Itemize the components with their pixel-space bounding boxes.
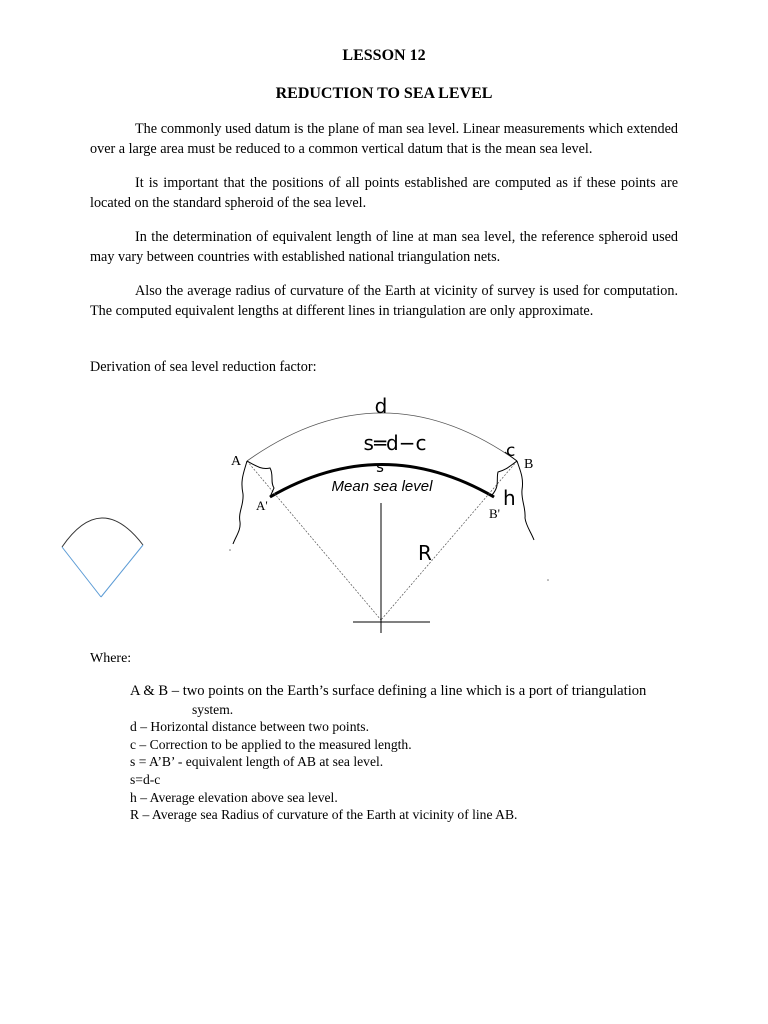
- label-mean-sea-level: Mean sea level: [331, 478, 433, 495]
- terrain-left: [233, 461, 274, 544]
- label-r: R: [418, 541, 432, 565]
- paragraph-3-text: In the determination of equivalent length of line at man sea level, the reference spheroid used may vary between countries with established national triangulation nets.: [90, 229, 678, 265]
- label-b-prime: B': [489, 506, 501, 521]
- label-c: c: [506, 441, 516, 461]
- definitions-list: [130, 683, 690, 824]
- paragraph-2-text: It is important that the positions of all points established are computed as if these points are located on the standard spheroid of the sea level.: [90, 175, 678, 211]
- label-d: d: [374, 394, 388, 418]
- definition-h: h – Average elevation above sea level.: [130, 789, 338, 805]
- derivation-label: Derivation of sea level reduction factor:: [90, 359, 317, 375]
- lesson-number: LESSON 12: [342, 47, 426, 64]
- definition-d: d – Horizontal distance between two points.: [130, 719, 369, 735]
- sector-arc: [62, 518, 143, 547]
- label-a: A: [231, 454, 242, 469]
- page-title: REDUCTION TO SEA LEVEL: [275, 85, 493, 102]
- where-label: Where:: [90, 651, 132, 666]
- definition-s: s = A’B’ - equivalent length of AB at sea level.: [130, 754, 384, 770]
- definition-s-equals: s=d-c: [130, 771, 161, 787]
- definition-r: R – Average sea Radius of curvature of the Earth at vicinity of line AB.: [130, 807, 518, 823]
- dot-right: [547, 579, 549, 581]
- definition-c: c – Correction to be applied to the measured length.: [130, 736, 412, 752]
- sector-side-right: [101, 545, 143, 597]
- label-a-prime: A': [256, 498, 268, 513]
- label-s: s: [376, 458, 384, 476]
- dot-left: [229, 549, 231, 551]
- paragraph-4-text: Also the average radius of curvature of the Earth at vicinity of survey is used for computation. The computed equivalent lengths at different lines in triangulation are only approximate.: [90, 283, 678, 319]
- label-formula: s═d−c: [363, 431, 427, 455]
- definition-ab: A & B – two points on the Earth’s surface defining a line which is a port of triangulation: [130, 683, 647, 699]
- label-b: B: [524, 457, 534, 472]
- paragraph-1-text: The commonly used datum is the plane of man sea level. Linear measurements which extended over a large area must be reduced to a common vertical datum that is the mean sea level.: [90, 121, 678, 157]
- definition-ab-continued: system.: [192, 701, 234, 717]
- label-h: h: [503, 486, 516, 510]
- sector-side-left: [62, 547, 101, 597]
